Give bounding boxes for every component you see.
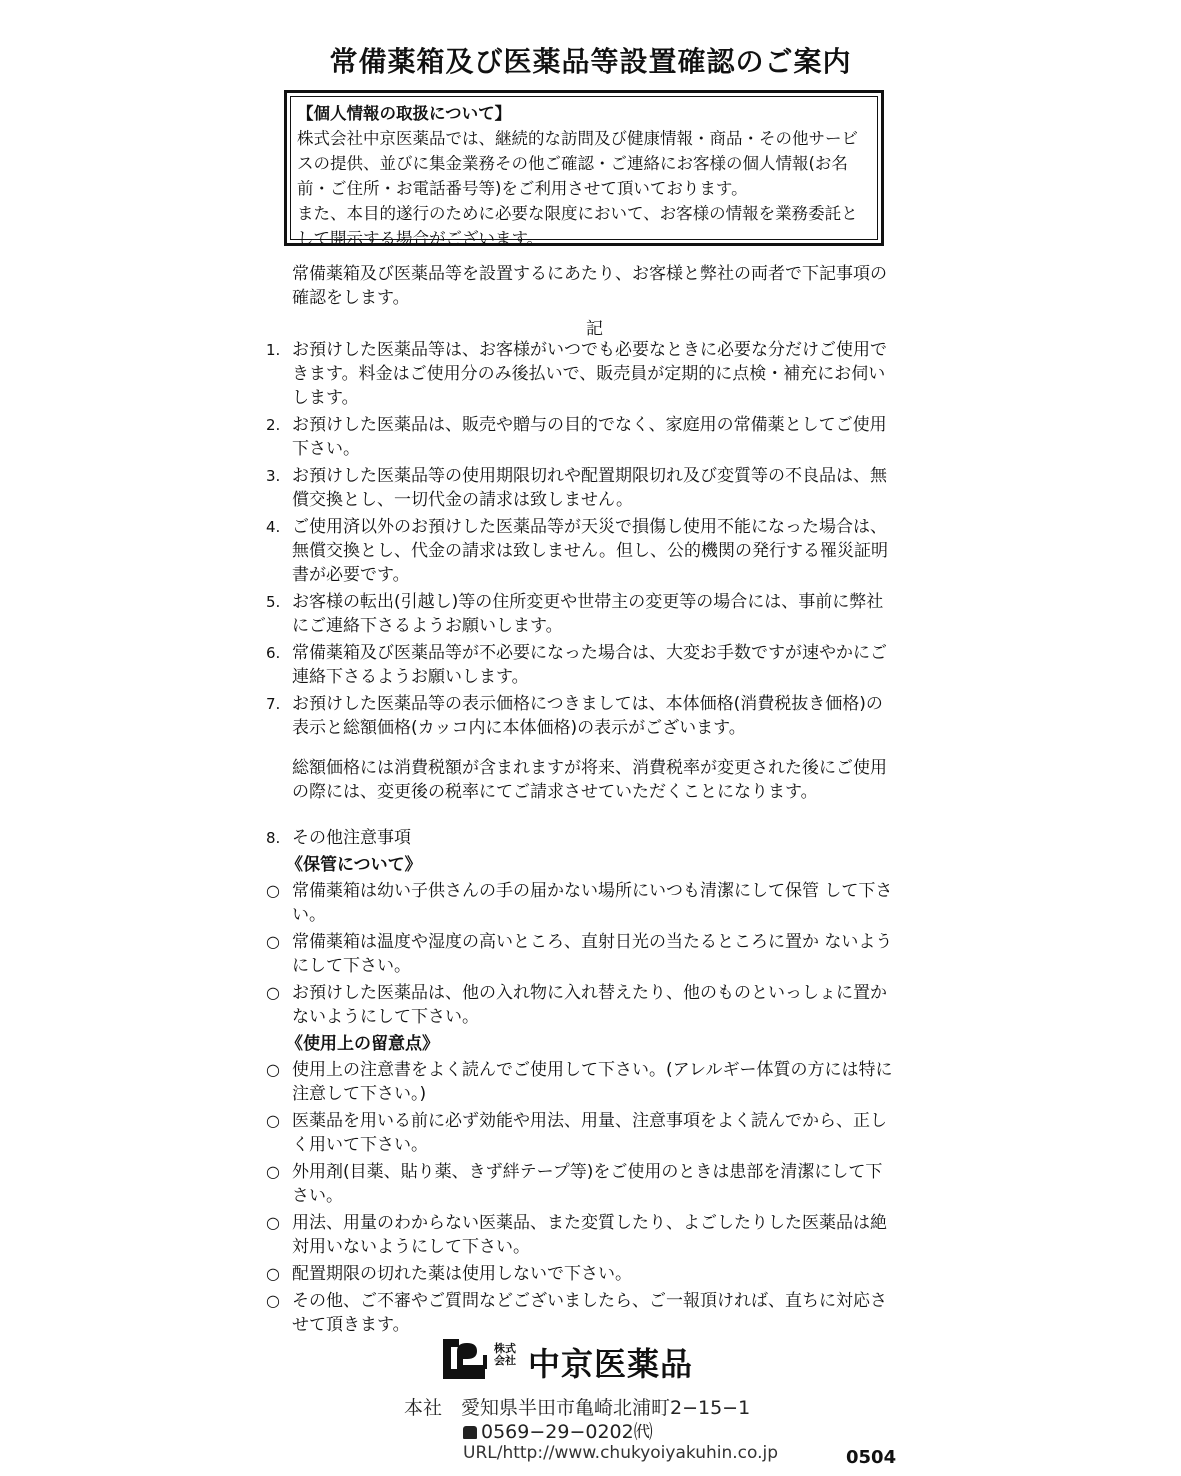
list-item: [266, 338, 896, 410]
item-text: ご使用済以外のお預けした医薬品等が天災で損傷し使用不能になった場合は、無償交換とし、代金の請求は致しません。但し、公的機関の発行する罹災証明書が必要です。: [292, 517, 889, 585]
company-phone: 0569−29−0202㈹: [481, 1421, 653, 1443]
item-number: 8.: [266, 829, 281, 847]
privacy-paragraph: 株式会社中京医薬品では、継続的な訪問及び健康情報・商品・その他サービスの提供、並びに集金業務その他ご確認・ご連絡にお客様の個人情報(お名前・ご住所・お電話番号等)をご利用させて頂いております。: [297, 129, 858, 198]
company-name-wrap: [494, 1339, 693, 1385]
bullet-text: 使用上の注意書をよく読んでご使用して下さい。(アレルギー体質の方には特に注意して下さい。): [292, 1060, 893, 1104]
item-number: 1.: [266, 341, 281, 359]
item-number: 4.: [266, 518, 281, 536]
company-address: 本社 愛知県半田市亀崎北浦町2−15−1: [404, 1397, 751, 1419]
item-text: お客様の転出(引越し)等の住所変更や世帯主の変更等の場合には、事前に弊社にご連絡下さるようお願いします。: [292, 592, 884, 636]
list-item: [266, 515, 896, 587]
item-text: お預けした医薬品は、販売や贈与の目的でなく、家庭用の常備薬としてご使用下さい。: [292, 415, 887, 459]
privacy-paragraph: また、本目的遂行のために必要な限度において、お客様の情報を業務委託として開示する場合がございます。: [297, 204, 858, 248]
price-note: 総額価格には消費税額が含まれますが将来、消費税率が変更された後にご使用の際には、変更後の税率にてご請求させていただくことになります。: [292, 758, 887, 802]
circle-icon: ○: [266, 1111, 280, 1130]
bullet-text: 用法、用量のわからない医薬品、また変質したり、よごしたりした医薬品は絶対用いないようにして下さい。: [292, 1213, 887, 1257]
circle-icon: ○: [266, 1264, 280, 1283]
items-list: [266, 338, 896, 1340]
bullet-text: 医薬品を用いる前に必ず効能や用法、用量、注意事項をよく読んでから、正しく用いて下さい。: [292, 1111, 887, 1155]
usage-bullet: [266, 1262, 896, 1286]
list-item: [266, 413, 896, 461]
company-logo-icon: [441, 1335, 489, 1381]
company-phone-wrap: [463, 1417, 653, 1444]
list-item: [266, 826, 896, 850]
bullet-text: 外用剤(目薬、貼り薬、きず絆テープ等)をご使用のときは患部を清潔にして下さい。: [292, 1162, 883, 1206]
bullet-text: 配置期限の切れた薬は使用しないで下さい。: [292, 1264, 632, 1284]
item-number: 6.: [266, 644, 281, 662]
bullet-text: お預けした医薬品は、他の入れ物に入れ替えたり、他のものといっしょに置かないようにして下さい。: [292, 983, 887, 1027]
item-text: お預けした医薬品等の使用期限切れや配置期限切れ及び変質等の不良品は、無償交換とし、一切代金の請求は致しません。: [292, 466, 887, 510]
bullet-text: 常備薬箱は幼い子供さんの手の届かない場所にいつも清潔にして保管 して下さい。: [292, 881, 893, 925]
circle-icon: ○: [266, 1213, 280, 1232]
item-number: 7.: [266, 695, 281, 713]
company-url: URL/http://www.chukyoiyakuhin.co.jp: [463, 1443, 779, 1463]
company-name: 中京医薬品: [528, 1345, 694, 1383]
circle-icon: ○: [266, 881, 280, 900]
list-item: [266, 464, 896, 512]
company-prefix: 株式会社: [494, 1342, 516, 1367]
usage-bullet: [266, 1211, 896, 1259]
list-item: [266, 692, 896, 740]
storage-heading: 《保管について》: [286, 855, 422, 875]
item-number: 5.: [266, 593, 281, 611]
item-text: その他注意事項: [292, 828, 411, 848]
circle-icon: ○: [266, 983, 280, 1002]
item-text: お預けした医薬品等の表示価格につきましては、本体価格(消費税抜き価格)の表示と総額価格(カッコ内に本体価格)の表示がございます。: [292, 694, 883, 738]
item-text: お預けした医薬品等は、お客様がいつでも必要なときに必要な分だけご使用できます。料金はご使用分のみ後払いで、販売員が定期的に点検・補充にお伺いします。: [292, 340, 887, 408]
circle-icon: ○: [266, 1291, 280, 1310]
usage-heading: 《使用上の留意点》: [286, 1034, 439, 1054]
usage-bullet: [266, 1160, 896, 1208]
circle-icon: ○: [266, 1162, 280, 1181]
storage-bullet: [266, 930, 896, 978]
privacy-notice-box: [284, 90, 884, 246]
footer: [0, 1325, 1181, 1476]
item-number: 3.: [266, 467, 281, 485]
page-title: 常備薬箱及び医薬品等設置確認のご案内: [329, 45, 852, 78]
list-item: [266, 641, 896, 689]
item-text: 常備薬箱及び医薬品等が不必要になった場合は、大変お手数ですが速やかにご連絡下さるようお願いします。: [292, 643, 887, 687]
ki-heading: 記: [586, 319, 603, 339]
usage-bullet: [266, 1109, 896, 1157]
circle-icon: ○: [266, 1060, 280, 1079]
item-number: 2.: [266, 416, 281, 434]
privacy-heading: 【個人情報の取扱について】: [297, 104, 512, 123]
document-code: 0504: [846, 1447, 897, 1468]
storage-bullet: [266, 879, 896, 927]
circle-icon: ○: [266, 932, 280, 951]
list-item: [266, 590, 896, 638]
privacy-notice-inner: [290, 96, 878, 248]
bullet-text: その他、ご不審やご質問などございましたら、ご一報頂ければ、直ちに対応させて頂きます。: [292, 1291, 887, 1335]
usage-bullet: [266, 1058, 896, 1106]
intro-text: 常備薬箱及び医薬品等を設置するにあたり、お客様と弊社の両者で下記事項の確認をします。: [292, 264, 887, 308]
storage-bullet: [266, 981, 896, 1029]
bullet-text: 常備薬箱は温度や湿度の高いところ、直射日光の当たるところに置か ないようにして下さい。: [292, 932, 893, 976]
telephone-icon: [463, 1426, 477, 1439]
